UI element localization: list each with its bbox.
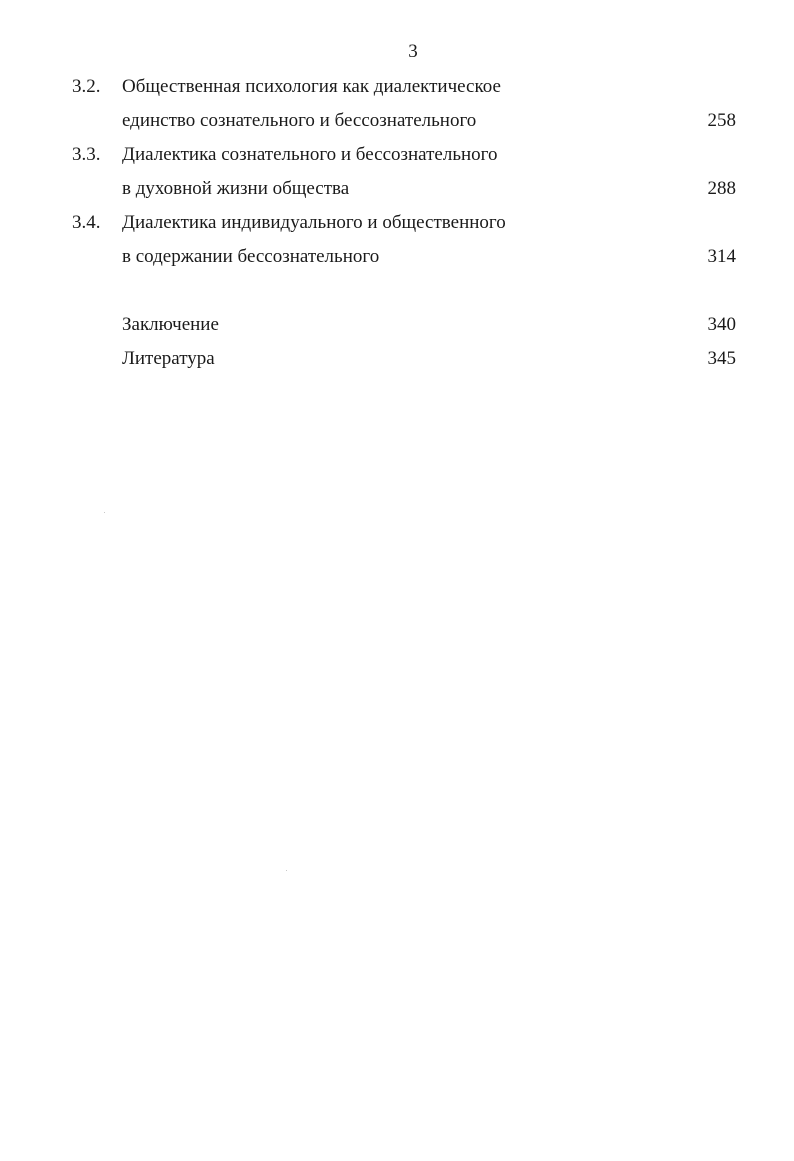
toc-entry-title-continued: в духовной жизни общества [122,178,350,199]
toc-entry-3-3-continued [0,172,794,206]
toc-entry-number: 3.3. [72,144,101,165]
toc-entry-3-2-continued [0,104,794,138]
toc-entry-conclusion [0,308,794,342]
toc-entry-title-continued: в содержании бессознательного [122,246,380,267]
scan-speck [286,870,287,871]
toc-entry-page: 340 [707,314,736,335]
toc-entry-page: 288 [707,178,736,199]
toc-entry-title: Диалектика сознательного и бессознательного [122,144,498,165]
page-number: 3 [408,41,418,62]
toc-spacer [0,274,794,308]
toc-entry-literature [0,342,794,376]
toc-entry-title: Литература [122,348,215,369]
toc-entry-3-4-continued [0,240,794,274]
toc-entry-title: Общественная психология как диалектическое [122,76,501,97]
toc-entry-number: 3.2. [72,76,101,97]
toc-entry-page: 258 [707,110,736,131]
toc-entry-3-4 [0,206,794,240]
toc-entry-title: Диалектика индивидуального и общественного [122,212,506,233]
toc-entry-number: 3.4. [72,212,101,233]
toc-entry-3-2 [0,70,794,104]
toc-entry-page: 345 [707,348,736,369]
table-of-contents [0,70,794,376]
toc-entry-title-continued: единство сознательного и бессознательного [122,110,477,131]
toc-entry-3-3 [0,138,794,172]
toc-entry-title: Заключение [122,314,219,335]
scan-speck [104,512,105,513]
toc-entry-page: 314 [707,246,736,267]
